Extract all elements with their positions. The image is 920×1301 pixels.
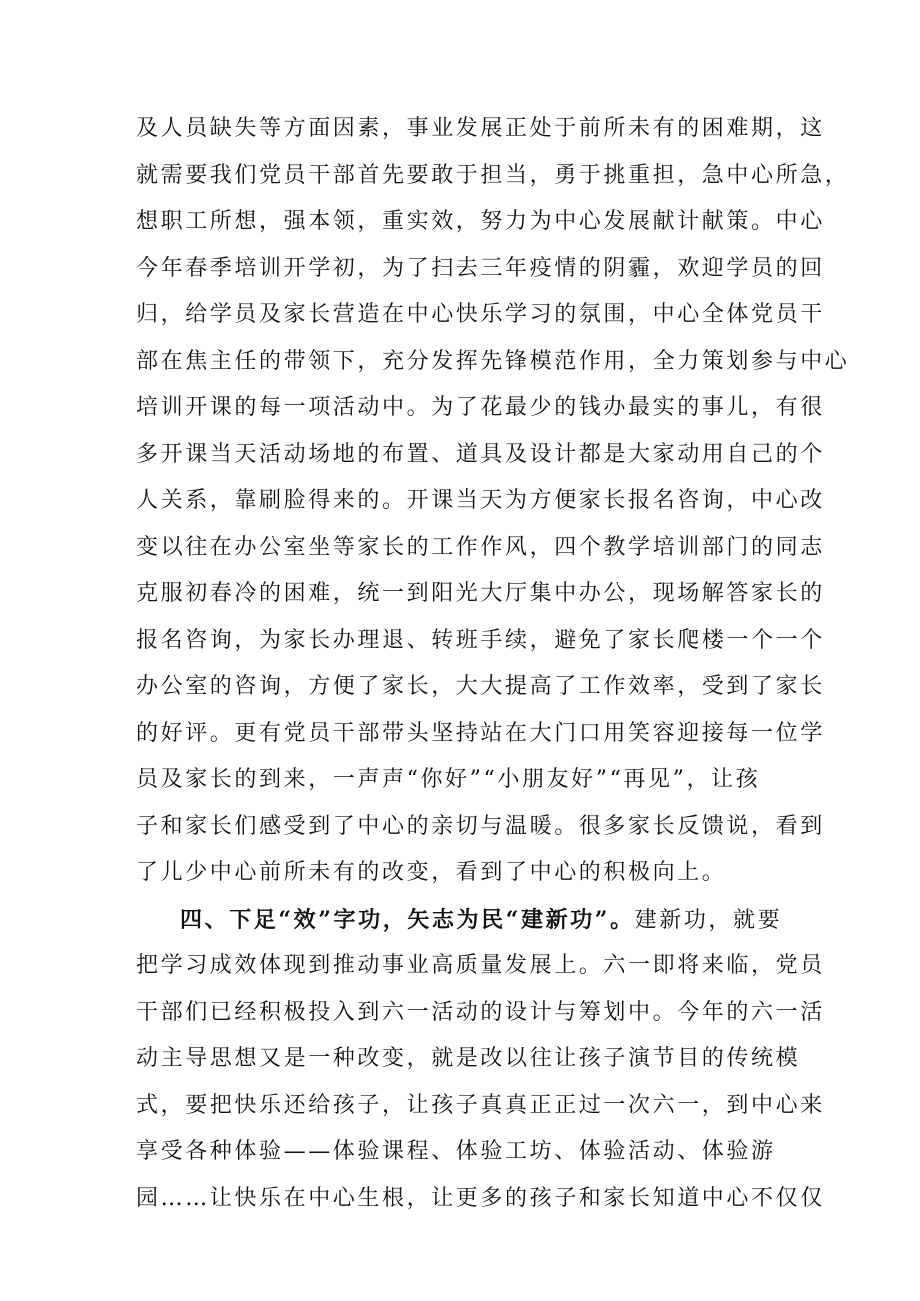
- text-line: 园……让快乐在中心生根，让更多的孩子和家长知道中心不仅仅: [136, 1185, 825, 1211]
- paragraph-1: [136, 106, 850, 897]
- text-line: 及人员缺失等方面因素，事业发展正处于前所未有的困难期，这: [136, 116, 825, 141]
- text-run: 建新功，就要: [634, 907, 783, 933]
- text-line: 归，给学员及家长营造在中心快乐学习的氛围，中心全体党员干: [136, 302, 825, 327]
- text-line: 把学习成效体现到推动事业高质量发展上。六一即将来临，党员: [136, 953, 825, 978]
- text-line: 动主导思想又是一种改变，就是改以往让孩子演节目的传统模: [136, 1046, 801, 1071]
- text-line: 就需要我们党员干部首先要敢于担当，勇于挑重担，急中心所急，: [136, 162, 850, 188]
- text-line: 子和家长们感受到了中心的亲切与温暖。很多家长反馈说，看到: [136, 813, 825, 839]
- text-line: 今年春季培训开学初，为了扫去三年疫情的阴霾，欢迎学员的回: [136, 255, 825, 281]
- text-line: 人关系，靠刷脸得来的。开课当天为方便家长报名咨询，中心改: [136, 488, 825, 513]
- text-line: 克服初春冷的困难，统一到阳光大厅集中办公，现场解答家长的: [136, 581, 825, 606]
- text-line: 办公室的咨询，方便了家长，大大提高了工作效率，受到了家长: [136, 674, 825, 699]
- paragraph-2: [136, 897, 825, 1223]
- text-line: 多开课当天活动场地的布置、道具及设计都是大家动用自己的个: [136, 441, 825, 467]
- paragraph-2-first-line: [136, 897, 796, 944]
- text-line: 员及家长的到来，一声声“你好”“小朋友好”“再见”，让孩: [136, 767, 761, 792]
- text-line: 报名咨询，为家长办理退、转班手续，避免了家长爬楼一个一个: [136, 627, 825, 653]
- text-line: 式，要把快乐还给孩子，让孩子真真正正过一次六一，到中心来: [136, 1092, 825, 1118]
- text-line: 享受各种体验——体验课程、体验工坊、体验活动、体验游: [136, 1139, 776, 1164]
- document-body: [136, 106, 850, 1222]
- text-line: 干部们已经积极投入到六一活动的设计与筹划中。今年的六一活: [136, 999, 825, 1025]
- text-line: 培训开课的每一项活动中。为了花最少的钱办最实的事儿，有很: [136, 395, 825, 420]
- text-line: 了儿少中心前所未有的改变，看到了中心的积极向上。: [136, 860, 727, 885]
- text-line: 想职工所想，强本领，重实效，努力为中心发展献计献策。中心: [136, 209, 825, 234]
- text-line: 的好评。更有党员干部带头坚持站在大门口用笑容迎接每一位学: [136, 720, 825, 746]
- section-heading: 四、下足“效”字功，矢志为民“建新功”。: [180, 906, 635, 933]
- text-line: 变以往在办公室坐等家长的工作作风，四个教学培训部门的同志: [136, 534, 825, 560]
- text-line: 部在焦主任的带领下，充分发挥先锋模范作用，全力策划参与中心: [136, 348, 850, 374]
